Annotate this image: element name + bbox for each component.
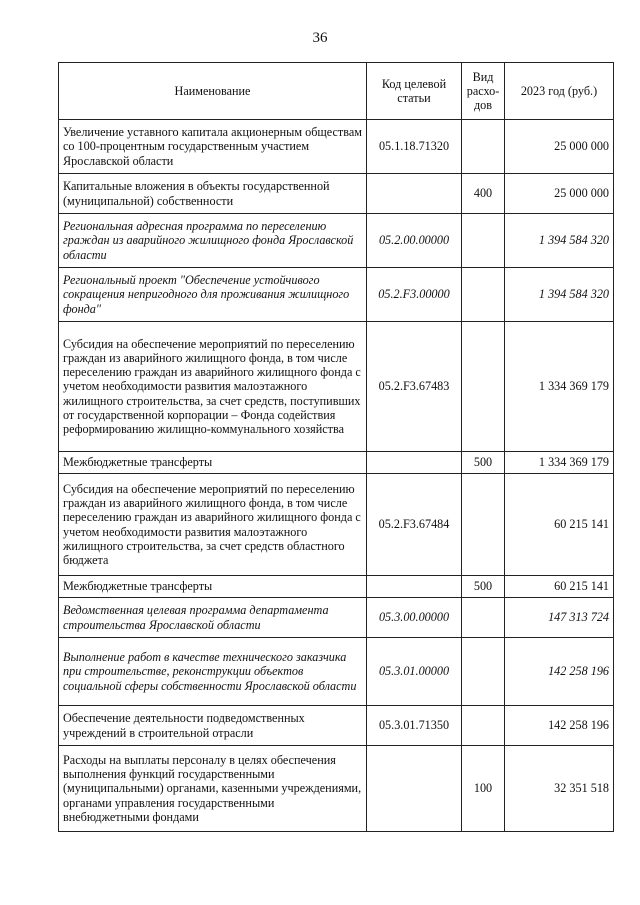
row-sum-cell: 32 351 518 bbox=[505, 746, 614, 832]
row-sum-cell: 1 334 369 179 bbox=[505, 322, 614, 452]
table-row bbox=[59, 746, 614, 832]
row-code-cell: 05.3.01.00000 bbox=[367, 638, 462, 706]
table-row bbox=[59, 706, 614, 746]
header-name: Наименование bbox=[59, 63, 367, 120]
table-row bbox=[59, 598, 614, 638]
table-row bbox=[59, 120, 614, 174]
table-row bbox=[59, 322, 614, 452]
row-sum-cell: 142 258 196 bbox=[505, 638, 614, 706]
row-sum-cell: 25 000 000 bbox=[505, 120, 614, 174]
row-expense-type-cell: 100 bbox=[462, 746, 505, 832]
row-sum-cell: 60 215 141 bbox=[505, 576, 614, 598]
row-sum-cell: 1 394 584 320 bbox=[505, 268, 614, 322]
row-name-cell: Увеличение уставного капитала акционерным обществам со 100-процентным государственным участием Ярославской области bbox=[59, 120, 367, 174]
header-sum-2023: 2023 год (руб.) bbox=[505, 63, 614, 120]
table-row bbox=[59, 474, 614, 576]
row-code-cell bbox=[367, 452, 462, 474]
row-code-cell: 05.3.01.71350 bbox=[367, 706, 462, 746]
row-code-cell: 05.1.18.71320 bbox=[367, 120, 462, 174]
row-expense-type-cell bbox=[462, 322, 505, 452]
row-name-cell: Субсидия на обеспечение мероприятий по переселению граждан из аварийного жилищного фонда, в том числе переселению граждан из аварийного жилищного фонда с учетом необходимости развития малоэтажного жилищного строительства, за счет средств областного бюджета bbox=[59, 474, 367, 576]
row-expense-type-cell: 400 bbox=[462, 174, 505, 214]
row-name-cell: Межбюджетные трансферты bbox=[59, 452, 367, 474]
table-row bbox=[59, 452, 614, 474]
row-name-cell: Межбюджетные трансферты bbox=[59, 576, 367, 598]
table-row bbox=[59, 174, 614, 214]
row-name-cell: Региональный проект "Обеспечение устойчивого сокращения непригодного для проживания жилищного фонда" bbox=[59, 268, 367, 322]
row-expense-type-cell bbox=[462, 214, 505, 268]
table-row bbox=[59, 214, 614, 268]
page-number: 36 bbox=[312, 30, 328, 46]
row-name-cell: Субсидия на обеспечение мероприятий по переселению граждан из аварийного жилищного фонда, в том числе переселению граждан из аварийного жилищного фонда с учетом необходимости развития малоэтажного жилищного строительства, за счет средств, поступивших от государственной корпорации – Фонда содействия реформированию жилищно-коммунального хозяйства bbox=[59, 322, 367, 452]
row-sum-cell: 1 334 369 179 bbox=[505, 452, 614, 474]
row-name-cell: Обеспечение деятельности подведомственных учреждений в строительной отрасли bbox=[59, 706, 367, 746]
row-expense-type-cell bbox=[462, 598, 505, 638]
header-code: Код целевой статьи bbox=[367, 63, 462, 120]
row-expense-type-cell: 500 bbox=[462, 452, 505, 474]
table-row bbox=[59, 638, 614, 706]
row-code-cell: 05.2.00.00000 bbox=[367, 214, 462, 268]
row-name-cell: Расходы на выплаты персоналу в целях обеспечения выполнения функций государственными (муниципальными) органами, казенными учреждениями, органами управления государственными внебюджетными фондами bbox=[59, 746, 367, 832]
row-code-cell: 05.3.00.00000 bbox=[367, 598, 462, 638]
row-sum-cell: 25 000 000 bbox=[505, 174, 614, 214]
row-code-cell: 05.2.F3.67483 bbox=[367, 322, 462, 452]
table-header-row bbox=[59, 63, 614, 120]
row-sum-cell: 142 258 196 bbox=[505, 706, 614, 746]
budget-table bbox=[58, 62, 614, 832]
row-expense-type-cell bbox=[462, 706, 505, 746]
row-sum-cell: 60 215 141 bbox=[505, 474, 614, 576]
row-expense-type-cell bbox=[462, 268, 505, 322]
row-sum-cell: 1 394 584 320 bbox=[505, 214, 614, 268]
row-expense-type-cell bbox=[462, 120, 505, 174]
table-row bbox=[59, 576, 614, 598]
row-name-cell: Капитальные вложения в объекты государственной (муниципальной) собственности bbox=[59, 174, 367, 214]
row-name-cell: Ведомственная целевая программа департамента строительства Ярославской области bbox=[59, 598, 367, 638]
row-sum-cell: 147 313 724 bbox=[505, 598, 614, 638]
table-row bbox=[59, 268, 614, 322]
row-code-cell bbox=[367, 576, 462, 598]
row-name-cell: Выполнение работ в качестве технического заказчика при строительстве, реконструкции объектов социальной сферы собственности Ярославской области bbox=[59, 638, 367, 706]
table-body bbox=[59, 120, 614, 832]
row-code-cell: 05.2.F3.00000 bbox=[367, 268, 462, 322]
row-expense-type-cell bbox=[462, 474, 505, 576]
header-expense-type: Вид расхо-дов bbox=[462, 63, 505, 120]
row-name-cell: Региональная адресная программа по переселению граждан из аварийного жилищного фонда Ярославской области bbox=[59, 214, 367, 268]
row-code-cell: 05.2.F3.67484 bbox=[367, 474, 462, 576]
row-expense-type-cell bbox=[462, 638, 505, 706]
row-code-cell bbox=[367, 746, 462, 832]
row-code-cell bbox=[367, 174, 462, 214]
row-expense-type-cell: 500 bbox=[462, 576, 505, 598]
